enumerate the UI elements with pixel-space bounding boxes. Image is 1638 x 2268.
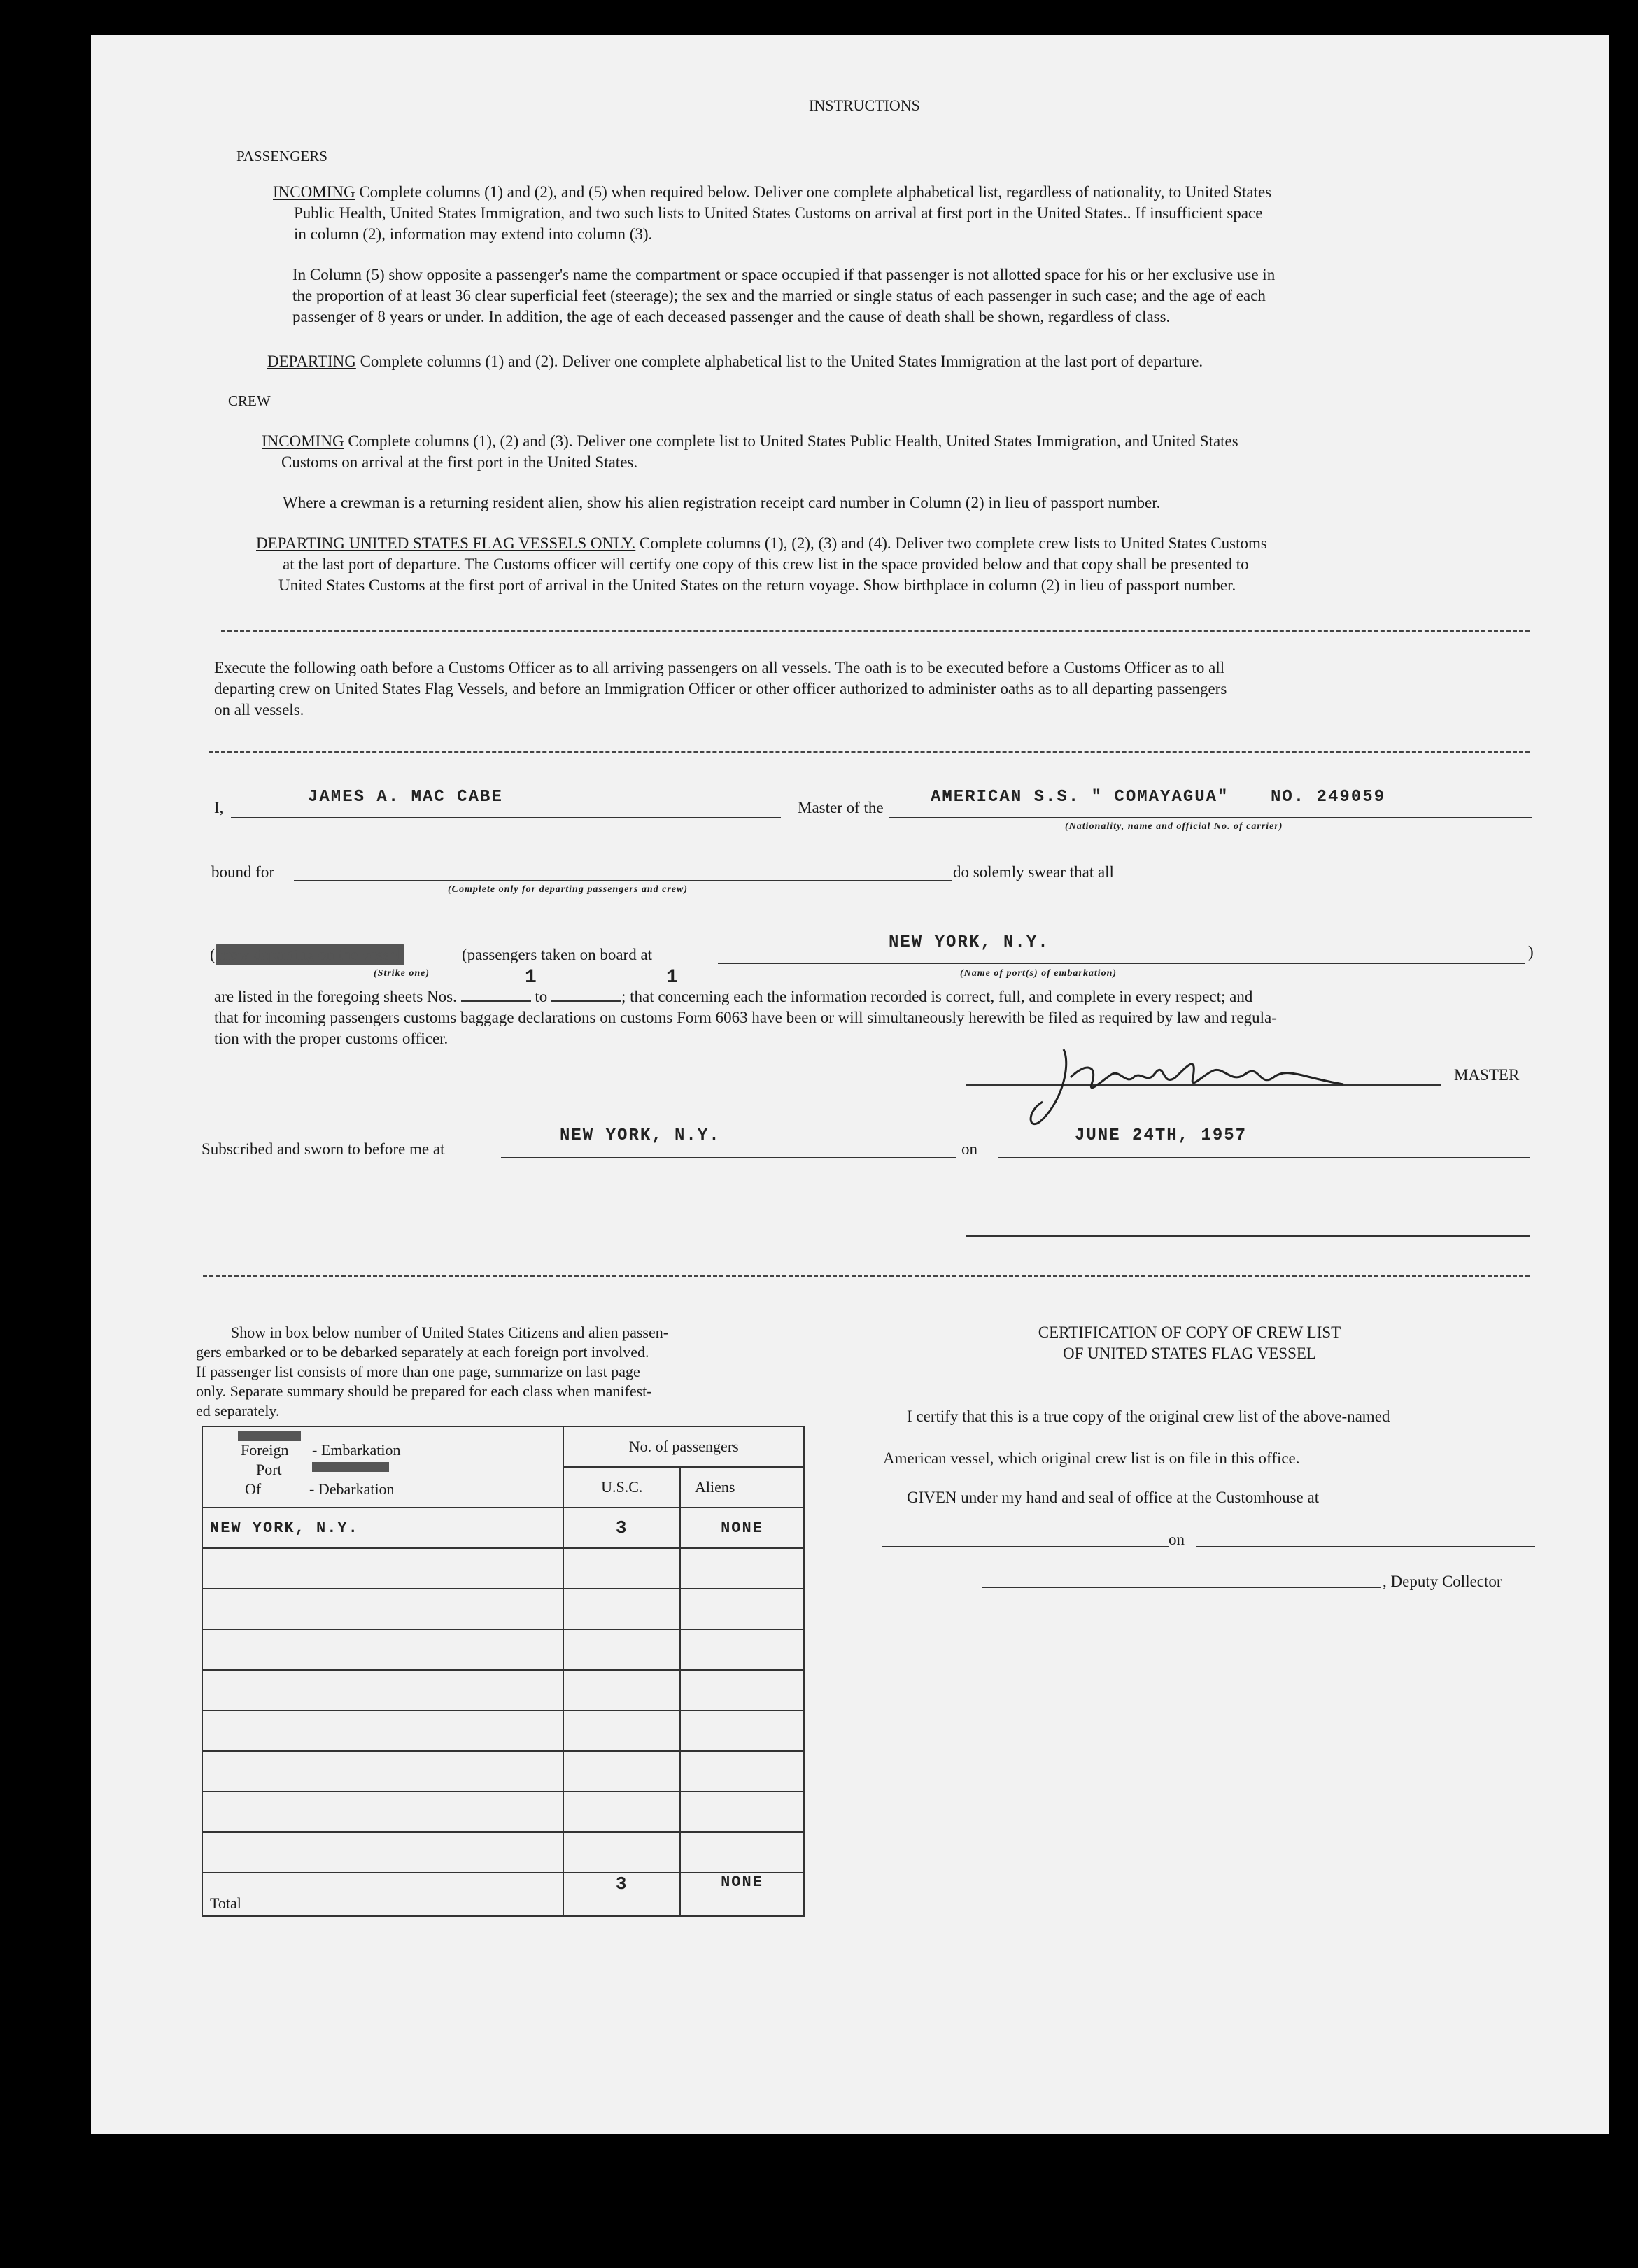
passengers-incoming-paragraph — [273, 182, 1271, 203]
certification-on-label: on — [1169, 1531, 1185, 1548]
crew-incoming-paragraph — [262, 431, 1238, 452]
passengers-heading: PASSENGERS — [236, 148, 327, 164]
port-cell — [202, 1589, 563, 1629]
certification-text-1: I certify that this is a true copy of the original crew list of the above-named — [907, 1408, 1390, 1425]
oath-intro-3: on all vessels. — [214, 701, 304, 718]
master-label: MASTER — [1454, 1066, 1520, 1084]
deputy-collector-line — [982, 1587, 1381, 1588]
usc-cell — [563, 1792, 680, 1832]
header-of: Of — [245, 1480, 262, 1498]
i-label: I, — [214, 799, 224, 816]
table-header-row — [202, 1426, 804, 1467]
certification-text-3: GIVEN under my hand and seal of office at the Customhouse at — [907, 1489, 1320, 1506]
sworn-on-label: on — [961, 1140, 977, 1158]
resident-alien-text: Where a crewman is a returning resident alien, show his alien registration receipt card number in Column (2) in lieu of passport number. — [283, 494, 1161, 511]
crew-incoming-text-2: Customs on arrival at the first port in the United States. — [281, 453, 638, 471]
customhouse-line — [882, 1546, 1169, 1547]
divider — [221, 630, 1530, 632]
listed-text-b: ; that concerning each the information recorded is correct, full, and complete in every respect; and — [621, 988, 1253, 1005]
usc-cell — [563, 1670, 680, 1710]
summary-text-5: ed separately. — [196, 1402, 280, 1419]
port-cell — [202, 1832, 563, 1873]
vessel-official-number: NO. 249059 — [1271, 788, 1386, 807]
table-row — [202, 1710, 804, 1751]
table-row — [202, 1508, 804, 1548]
port-cell: NEW YORK, N.Y. — [202, 1508, 563, 1548]
bound-for-line — [294, 880, 952, 881]
vessel-name: AMERICAN S.S. " COMAYAGUA" — [931, 788, 1229, 807]
incoming-text-1: Complete columns (1) and (2), and (5) when required below. Deliver one complete alphabetical list, regardless of nationality, to United States — [359, 183, 1272, 201]
divider — [209, 751, 1530, 753]
passengers-taken-label: (passengers taken on board at — [462, 946, 653, 963]
struck-text-mark — [312, 1462, 389, 1472]
oath-intro-2: departing crew on United States Flag Vessels, and before an Immigration Officer or other officer authorized to administer oaths as to all departing passengers — [214, 680, 1227, 697]
officer-signature-line — [966, 1235, 1530, 1237]
master-name: JAMES A. MAC CABE — [308, 788, 503, 807]
oath-intro-1: Execute the following oath before a Customs Officer as to all arriving passengers on all vessels. The oath is to be executed before a Customs Officer as to all — [214, 659, 1225, 676]
sworn-date-line — [998, 1157, 1530, 1158]
sworn-place: NEW YORK, N.Y. — [560, 1126, 721, 1145]
total-aliens: NONE — [680, 1873, 804, 1916]
certification-title-2: OF UNITED STATES FLAG VESSEL — [1063, 1345, 1316, 1362]
total-row — [202, 1873, 804, 1916]
header-aliens: Aliens — [680, 1467, 804, 1508]
sworn-place-line — [501, 1157, 956, 1158]
usc-cell — [563, 1832, 680, 1873]
total-label: Total — [202, 1873, 563, 1916]
port-cell — [202, 1629, 563, 1670]
deputy-collector-label: , Deputy Collector — [1383, 1573, 1502, 1590]
listed-text-2: that for incoming passengers customs baggage declarations on customs Form 6063 have been or will simultaneously herewith be filed as required by law and regula- — [214, 1009, 1277, 1026]
incoming-text-2: Public Health, United States Immigration, and two such lists to United States Customs on arrival at first port in the United States.. If insufficient space — [294, 204, 1263, 222]
usc-cell — [563, 1548, 680, 1589]
passengers-departing-paragraph — [267, 351, 1203, 372]
master-name-line — [231, 817, 781, 818]
aliens-cell — [680, 1832, 804, 1873]
master-of-label: Master of the — [798, 799, 884, 816]
port-header-cell — [202, 1426, 563, 1508]
header-debarkation: - Debarkation — [309, 1480, 395, 1498]
crew-departing-text-3: United States Customs at the first port of arrival in the United States on the return voyage. Show birthplace in column (2) in lieu of passport number. — [278, 576, 1236, 594]
aliens-cell — [680, 1710, 804, 1751]
header-embarkation: - Embarkation — [312, 1441, 401, 1459]
port-cell — [202, 1710, 563, 1751]
sheet-to: 1 — [666, 967, 679, 988]
aliens-cell — [680, 1548, 804, 1589]
table-row — [202, 1670, 804, 1710]
aliens-cell: NONE — [680, 1508, 804, 1548]
crew-incoming-label: INCOMING — [262, 432, 344, 450]
summary-text-1: Show in box below number of United States Citizens and alien passen- — [231, 1324, 669, 1341]
port-caption: (Name of port(s) of embarkation) — [960, 968, 1117, 979]
strike-option-crew: ( crew departing on the vessel — [210, 944, 404, 965]
total-usc: 3 — [563, 1873, 680, 1916]
listed-text-a: are listed in the foregoing sheets Nos. — [214, 988, 457, 1005]
port-cell — [202, 1548, 563, 1589]
bound-for-label: bound for — [211, 863, 275, 881]
table-row — [202, 1548, 804, 1589]
header-port: Port — [256, 1461, 282, 1478]
sheet-from: 1 — [525, 967, 538, 988]
vessel-caption: (Nationality, name and official No. of carrier) — [1065, 821, 1283, 832]
usc-cell — [563, 1589, 680, 1629]
header-no-passengers: No. of passengers — [563, 1426, 804, 1467]
certification-text-2: American vessel, which original crew list is on file in this office. — [883, 1450, 1300, 1467]
aliens-cell — [680, 1792, 804, 1832]
table-row — [202, 1792, 804, 1832]
header-foreign: Foreign — [241, 1441, 289, 1459]
listed-line-1 — [214, 986, 1252, 1007]
aliens-cell — [680, 1670, 804, 1710]
crew-incoming-text-1: Complete columns (1), (2) and (3). Deliver one complete list to United States Public Health, United States Immigration, and United States — [348, 432, 1238, 450]
port-cell — [202, 1792, 563, 1832]
usc-cell: 3 — [563, 1508, 680, 1548]
listed-text-to: to — [535, 988, 548, 1005]
table-row — [202, 1629, 804, 1670]
instructions-title: INSTRUCTIONS — [809, 97, 920, 114]
port-of-embarkation: NEW YORK, N.Y. — [889, 933, 1050, 952]
summary-text-2: gers embarked or to be debarked separately at each foreign port involved. — [196, 1343, 649, 1361]
document-page — [91, 35, 1609, 2134]
table-row — [202, 1589, 804, 1629]
certification-title-1: CERTIFICATION OF COPY OF CREW LIST — [1038, 1324, 1341, 1341]
summary-text-3: If passenger list consists of more than one page, summarize on last page — [196, 1363, 640, 1380]
column5-text-3: passenger of 8 years or under. In addition, the age of each deceased passenger and the cause of death shall be shown, regardless of class. — [292, 308, 1171, 325]
column5-text-1: In Column (5) show opposite a passenger's name the compartment or space occupied if that passenger is not allotted space for his or her exclusive use in — [292, 266, 1276, 283]
crew-departing-label: DEPARTING UNITED STATES FLAG VESSELS ONLY. — [256, 534, 636, 552]
usc-cell — [563, 1710, 680, 1751]
crew-departing-text-1: Complete columns (1), (2), (3) and (4). Deliver two complete crew lists to United States Customs — [640, 534, 1267, 552]
crew-heading: CREW — [228, 392, 271, 409]
master-signature — [1022, 1035, 1350, 1140]
departing-label: DEPARTING — [267, 353, 356, 370]
struck-crew-departing: crew departing on the vessel — [216, 944, 404, 965]
usc-cell — [563, 1629, 680, 1670]
aliens-cell — [680, 1629, 804, 1670]
port-cell — [202, 1751, 563, 1792]
crew-departing-paragraph — [256, 533, 1267, 554]
departing-text: Complete columns (1) and (2). Deliver one complete alphabetical list to the United States Immigration at the last port of departure. — [360, 353, 1203, 370]
passenger-summary-table — [202, 1426, 805, 1917]
port-line — [718, 963, 1525, 964]
close-paren: ) — [1528, 943, 1534, 961]
table-row — [202, 1832, 804, 1873]
incoming-label: INCOMING — [273, 183, 355, 201]
aliens-cell — [680, 1589, 804, 1629]
strike-caption: (Strike one) — [374, 968, 430, 979]
certification-date-line — [1196, 1546, 1535, 1547]
crew-departing-text-2: at the last port of departure. The Customs officer will certify one copy of this crew list in the space provided below and that copy shall be presented to — [283, 555, 1249, 573]
struck-text-mark — [238, 1431, 301, 1441]
bound-caption: (Complete only for departing passengers and crew) — [448, 884, 688, 895]
header-usc: U.S.C. — [563, 1467, 680, 1508]
vessel-line — [889, 817, 1532, 818]
usc-cell — [563, 1751, 680, 1792]
subscribed-label: Subscribed and sworn to before me at — [202, 1140, 445, 1158]
incoming-text-3: in column (2), information may extend into column (3). — [294, 225, 653, 243]
swear-text: do solemly swear that all — [953, 863, 1114, 881]
summary-text-4: only. Separate summary should be prepared for each class when manifest- — [196, 1382, 652, 1400]
aliens-cell — [680, 1751, 804, 1792]
table-row — [202, 1751, 804, 1792]
column5-text-2: the proportion of at least 36 clear superficial feet (steerage); the sex and the married or single status of each passenger in such case; and the age of each — [292, 287, 1266, 304]
port-cell — [202, 1670, 563, 1710]
divider — [203, 1275, 1530, 1277]
sworn-date: JUNE 24TH, 1957 — [1075, 1126, 1248, 1145]
listed-text-3: tion with the proper customs officer. — [214, 1030, 449, 1047]
